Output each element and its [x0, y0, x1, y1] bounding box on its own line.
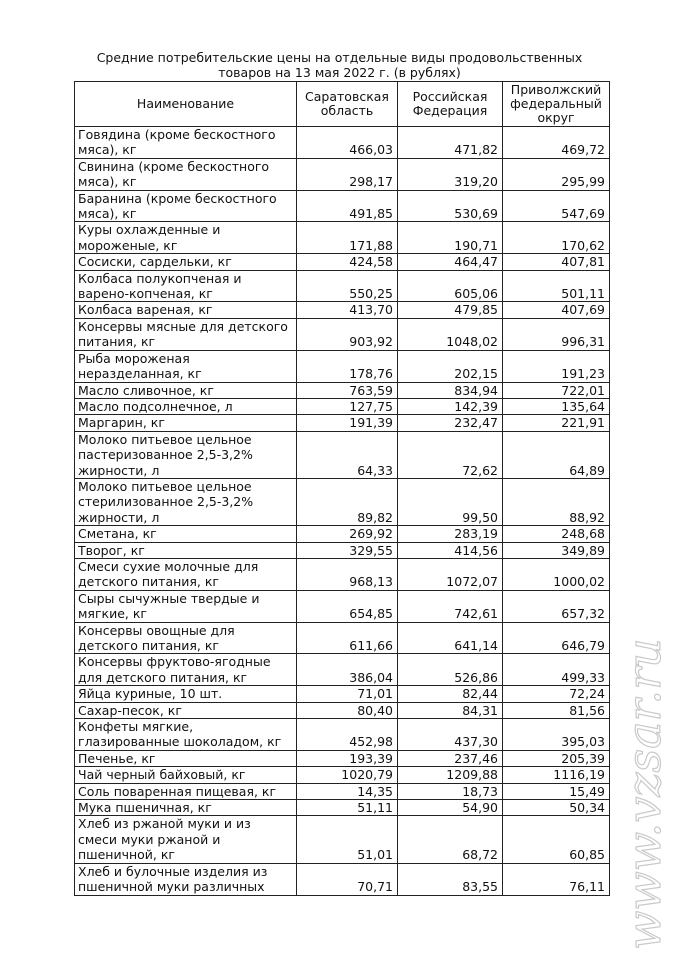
cell-saratov-price: 550,25 — [297, 270, 398, 302]
cell-russia-price: 526,86 — [398, 654, 503, 686]
cell-russia-price: 834,94 — [398, 382, 503, 398]
cell-saratov-price: 178,76 — [297, 350, 398, 382]
table-row — [75, 350, 610, 382]
cell-volga-price: 1000,02 — [503, 558, 610, 590]
cell-saratov-price: 127,75 — [297, 398, 398, 414]
cell-russia-price: 99,50 — [398, 478, 503, 525]
cell-russia-price: 742,61 — [398, 590, 503, 622]
cell-saratov-price: 193,39 — [297, 750, 398, 766]
table-row — [75, 190, 610, 222]
cell-volga-price: 60,85 — [503, 816, 610, 863]
cell-product-name: Консервы овощные для детского питания, кг — [75, 622, 297, 654]
cell-volga-price: 469,72 — [503, 127, 610, 159]
cell-volga-price: 547,69 — [503, 190, 610, 222]
cell-volga-price: 646,79 — [503, 622, 610, 654]
cell-russia-price: 464,47 — [398, 254, 503, 270]
table-row — [75, 558, 610, 590]
cell-saratov-price: 51,11 — [297, 800, 398, 816]
cell-russia-price: 83,55 — [398, 863, 503, 895]
cell-russia-price: 18,73 — [398, 783, 503, 799]
cell-volga-price: 76,11 — [503, 863, 610, 895]
table-row — [75, 750, 610, 766]
cell-russia-price: 202,15 — [398, 350, 503, 382]
cell-saratov-price: 191,39 — [297, 415, 398, 431]
cell-volga-price: 657,32 — [503, 590, 610, 622]
cell-russia-price: 84,31 — [398, 702, 503, 718]
cell-volga-price: 501,11 — [503, 270, 610, 302]
watermark — [608, 610, 678, 955]
cell-volga-price: 64,89 — [503, 431, 610, 478]
cell-russia-price: 319,20 — [398, 158, 503, 190]
header-name: Наименование — [75, 82, 297, 127]
header-saratov: Саратовская область — [297, 82, 398, 127]
cell-volga-price: 15,49 — [503, 783, 610, 799]
cell-saratov-price: 413,70 — [297, 302, 398, 318]
table-row — [75, 398, 610, 414]
cell-product-name: Конфеты мягкие, глазированные шоколадом, кг — [75, 719, 297, 751]
title-line-1: Средние потребительские цены на отдельные виды продовольственных — [96, 50, 583, 65]
table-row — [75, 590, 610, 622]
cell-russia-price: 72,62 — [398, 431, 503, 478]
header-volga: Приволжский федеральный округ — [503, 82, 610, 127]
cell-volga-price: 349,89 — [503, 542, 610, 558]
page-title — [0, 50, 679, 80]
cell-product-name: Сосиски, сардельки, кг — [75, 254, 297, 270]
cell-volga-price: 499,33 — [503, 654, 610, 686]
cell-saratov-price: 71,01 — [297, 686, 398, 702]
cell-russia-price: 437,30 — [398, 719, 503, 751]
cell-volga-price: 248,68 — [503, 526, 610, 542]
cell-volga-price: 722,01 — [503, 382, 610, 398]
table-row — [75, 783, 610, 799]
cell-product-name: Рыба мороженая неразделанная, кг — [75, 350, 297, 382]
table-body — [75, 127, 610, 896]
cell-russia-price: 190,71 — [398, 222, 503, 254]
cell-russia-price: 530,69 — [398, 190, 503, 222]
title-line-2: товаров на 13 мая 2022 г. (в рублях) — [218, 65, 461, 80]
cell-russia-price: 54,90 — [398, 800, 503, 816]
cell-product-name: Творог, кг — [75, 542, 297, 558]
cell-product-name: Говядина (кроме бескостного мяса), кг — [75, 127, 297, 159]
table-row — [75, 622, 610, 654]
cell-volga-price: 50,34 — [503, 800, 610, 816]
cell-saratov-price: 171,88 — [297, 222, 398, 254]
cell-saratov-price: 51,01 — [297, 816, 398, 863]
cell-saratov-price: 298,17 — [297, 158, 398, 190]
cell-volga-price: 205,39 — [503, 750, 610, 766]
cell-volga-price: 1116,19 — [503, 767, 610, 783]
cell-saratov-price: 329,55 — [297, 542, 398, 558]
cell-product-name: Свинина (кроме бескостного мяса), кг — [75, 158, 297, 190]
table-row — [75, 719, 610, 751]
table-row — [75, 478, 610, 525]
table-row — [75, 158, 610, 190]
cell-product-name: Яйца куриные, 10 шт. — [75, 686, 297, 702]
cell-saratov-price: 466,03 — [297, 127, 398, 159]
cell-volga-price: 395,03 — [503, 719, 610, 751]
cell-volga-price: 81,56 — [503, 702, 610, 718]
table-row — [75, 415, 610, 431]
table-row — [75, 686, 610, 702]
cell-product-name: Баранина (кроме бескостного мяса), кг — [75, 190, 297, 222]
cell-russia-price: 471,82 — [398, 127, 503, 159]
cell-volga-price: 221,91 — [503, 415, 610, 431]
table-row — [75, 863, 610, 895]
cell-russia-price: 237,46 — [398, 750, 503, 766]
cell-russia-price: 414,56 — [398, 542, 503, 558]
cell-volga-price: 996,31 — [503, 318, 610, 350]
cell-volga-price: 407,69 — [503, 302, 610, 318]
cell-saratov-price: 763,59 — [297, 382, 398, 398]
cell-saratov-price: 386,04 — [297, 654, 398, 686]
cell-saratov-price: 89,82 — [297, 478, 398, 525]
cell-saratov-price: 491,85 — [297, 190, 398, 222]
table-row — [75, 654, 610, 686]
cell-saratov-price: 80,40 — [297, 702, 398, 718]
cell-product-name: Соль поваренная пищевая, кг — [75, 783, 297, 799]
cell-volga-price: 88,92 — [503, 478, 610, 525]
cell-russia-price: 82,44 — [398, 686, 503, 702]
cell-saratov-price: 654,85 — [297, 590, 398, 622]
cell-saratov-price: 968,13 — [297, 558, 398, 590]
table-row — [75, 767, 610, 783]
cell-russia-price: 68,72 — [398, 816, 503, 863]
table-row — [75, 222, 610, 254]
cell-russia-price: 232,47 — [398, 415, 503, 431]
table-row — [75, 702, 610, 718]
header-russia: Российская Федерация — [398, 82, 503, 127]
cell-product-name: Куры охлажденные и мороженые, кг — [75, 222, 297, 254]
cell-product-name: Молоко питьевое цельное стерилизованное 2,5-3,2% жирности, л — [75, 478, 297, 525]
cell-saratov-price: 1020,79 — [297, 767, 398, 783]
cell-product-name: Маргарин, кг — [75, 415, 297, 431]
cell-product-name: Колбаса полукопченая и варено-копченая, кг — [75, 270, 297, 302]
cell-product-name: Хлеб из ржаной муки и из смеси муки ржаной и пшеничной, кг — [75, 816, 297, 863]
cell-saratov-price: 14,35 — [297, 783, 398, 799]
cell-product-name: Консервы мясные для детского питания, кг — [75, 318, 297, 350]
table-row — [75, 318, 610, 350]
table-row — [75, 254, 610, 270]
table-row — [75, 526, 610, 542]
table-row — [75, 431, 610, 478]
cell-product-name: Печенье, кг — [75, 750, 297, 766]
cell-product-name: Масло сливочное, кг — [75, 382, 297, 398]
cell-volga-price: 295,99 — [503, 158, 610, 190]
cell-saratov-price: 452,98 — [297, 719, 398, 751]
cell-russia-price: 605,06 — [398, 270, 503, 302]
table-row — [75, 270, 610, 302]
cell-saratov-price: 903,92 — [297, 318, 398, 350]
table-row — [75, 382, 610, 398]
table-row — [75, 816, 610, 863]
cell-russia-price: 283,19 — [398, 526, 503, 542]
cell-saratov-price: 269,92 — [297, 526, 398, 542]
cell-russia-price: 142,39 — [398, 398, 503, 414]
cell-product-name: Колбаса вареная, кг — [75, 302, 297, 318]
cell-product-name: Молоко питьевое цельное пастеризованное 2,5-3,2% жирности, л — [75, 431, 297, 478]
cell-russia-price: 479,85 — [398, 302, 503, 318]
cell-saratov-price: 424,58 — [297, 254, 398, 270]
watermark-text: www.vzsar.ru — [617, 638, 671, 950]
cell-saratov-price: 64,33 — [297, 431, 398, 478]
cell-product-name: Консервы фруктово-ягодные для детского питания, кг — [75, 654, 297, 686]
cell-product-name: Чай черный байховый, кг — [75, 767, 297, 783]
table-row — [75, 542, 610, 558]
cell-russia-price: 641,14 — [398, 622, 503, 654]
cell-russia-price: 1209,88 — [398, 767, 503, 783]
cell-product-name: Сыры сычужные твердые и мягкие, кг — [75, 590, 297, 622]
table-row — [75, 127, 610, 159]
cell-volga-price: 72,24 — [503, 686, 610, 702]
cell-product-name: Сахар-песок, кг — [75, 702, 297, 718]
cell-volga-price: 191,23 — [503, 350, 610, 382]
price-table — [74, 81, 610, 896]
cell-product-name: Хлеб и булочные изделия из пшеничной муки различных — [75, 863, 297, 895]
cell-saratov-price: 70,71 — [297, 863, 398, 895]
table-row — [75, 800, 610, 816]
cell-volga-price: 135,64 — [503, 398, 610, 414]
cell-russia-price: 1048,02 — [398, 318, 503, 350]
cell-product-name: Мука пшеничная, кг — [75, 800, 297, 816]
cell-product-name: Масло подсолнечное, л — [75, 398, 297, 414]
header-row — [75, 82, 610, 127]
table-row — [75, 302, 610, 318]
cell-russia-price: 1072,07 — [398, 558, 503, 590]
cell-volga-price: 407,81 — [503, 254, 610, 270]
cell-volga-price: 170,62 — [503, 222, 610, 254]
cell-product-name: Сметана, кг — [75, 526, 297, 542]
cell-product-name: Смеси сухие молочные для детского питания, кг — [75, 558, 297, 590]
cell-saratov-price: 611,66 — [297, 622, 398, 654]
